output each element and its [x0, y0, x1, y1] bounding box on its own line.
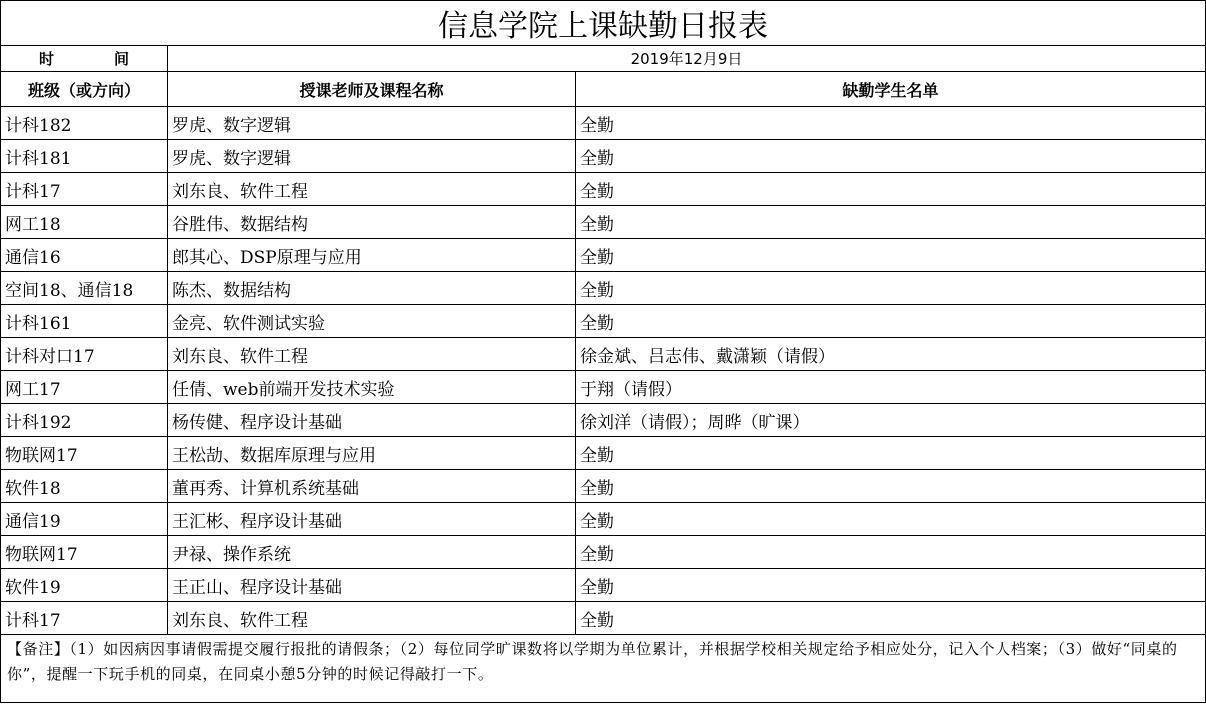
course-cell: 刘东良、软件工程	[168, 338, 576, 370]
class-cell: 网工18	[1, 206, 168, 238]
absent-cell: 全勤	[580, 214, 614, 235]
header-class: 班级（或方向）	[1, 72, 168, 106]
absent-cell: 徐金斌、吕志伟、戴潇颖（请假）	[580, 346, 835, 367]
report-date: 2019年12月9日	[630, 50, 743, 68]
class-cell: 计科17	[1, 173, 168, 205]
absent-cell: 全勤	[580, 247, 614, 268]
absent-cell: 全勤	[580, 544, 614, 565]
table-row	[1, 305, 1205, 338]
table-row	[1, 173, 1205, 206]
header-absent: 缺勤学生名单	[842, 80, 939, 100]
table-row	[1, 206, 1205, 239]
absent-cell: 全勤	[580, 577, 614, 598]
absent-cell: 全勤	[580, 181, 614, 202]
course-cell: 刘东良、软件工程	[168, 173, 576, 205]
table-row	[1, 404, 1205, 437]
table-row	[1, 503, 1205, 536]
class-cell: 计科192	[1, 404, 168, 436]
course-cell: 尹禄、操作系统	[168, 536, 576, 568]
class-cell: 通信19	[1, 503, 168, 535]
absent-cell: 全勤	[580, 445, 614, 466]
class-cell: 软件19	[1, 569, 168, 601]
class-cell: 软件18	[1, 470, 168, 502]
table-row	[1, 569, 1205, 602]
course-cell: 董再秀、计算机系统基础	[168, 470, 576, 502]
table-row	[1, 536, 1205, 569]
course-cell: 刘东良、软件工程	[168, 602, 576, 634]
course-cell: 杨传健、程序设计基础	[168, 404, 576, 436]
table-row	[1, 338, 1205, 371]
absent-cell: 徐刘洋（请假）；周晔（旷课）	[580, 412, 810, 433]
absent-cell: 全勤	[580, 610, 614, 631]
table-row	[1, 437, 1205, 470]
class-cell: 通信16	[1, 239, 168, 271]
class-cell: 计科182	[1, 107, 168, 139]
class-cell: 网工17	[1, 371, 168, 403]
class-cell: 计科对口17	[1, 338, 168, 370]
class-cell: 物联网17	[1, 437, 168, 469]
class-cell: 计科161	[1, 305, 168, 337]
table-row	[1, 470, 1205, 503]
class-cell: 物联网17	[1, 536, 168, 568]
time-label-right: 间	[113, 50, 129, 68]
absent-cell: 全勤	[580, 280, 614, 301]
course-cell: 王松劼、数据库原理与应用	[168, 437, 576, 469]
course-cell: 郎其心、DSP原理与应用	[168, 239, 576, 271]
absent-cell: 全勤	[580, 511, 614, 532]
table-row	[1, 140, 1205, 173]
absent-cell: 全勤	[580, 313, 614, 334]
table-row	[1, 371, 1205, 404]
time-label-left: 时	[39, 50, 55, 68]
report-title: 信息学院上课缺勤日报表	[1, 1, 1205, 46]
header-row	[1, 72, 1205, 107]
header-course: 授课老师及课程名称	[168, 72, 576, 106]
course-cell: 王正山、程序设计基础	[168, 569, 576, 601]
absent-cell: 全勤	[580, 115, 614, 136]
table-row	[1, 239, 1205, 272]
absent-cell: 全勤	[580, 478, 614, 499]
date-row	[1, 46, 1205, 72]
table-row	[1, 272, 1205, 305]
course-cell: 王汇彬、程序设计基础	[168, 503, 576, 535]
class-cell: 空间18、通信18	[1, 272, 168, 304]
course-cell: 陈杰、数据结构	[168, 272, 576, 304]
course-cell: 任倩、web前端开发技术实验	[168, 371, 576, 403]
class-cell: 计科181	[1, 140, 168, 172]
class-cell: 计科17	[1, 602, 168, 634]
absent-cell: 于翔（请假）	[580, 379, 682, 400]
course-cell: 金亮、软件测试实验	[168, 305, 576, 337]
time-label-cell	[1, 46, 168, 71]
remarks-note: 【备注】（1）如因病因事请假需提交履行报批的请假条；（2）每位同学旷课数将以学期为单位累计，并根据学校相关规定给予相应处分，记入个人档案；（3）做好“同桌的你”，提醒一下玩手机的同桌，在同桌小憩5分钟的时候记得敲打一下。	[7, 640, 1178, 683]
course-cell: 罗虎、数字逻辑	[168, 140, 576, 172]
table-row	[1, 107, 1205, 140]
course-cell: 罗虎、数字逻辑	[168, 107, 576, 139]
absent-cell: 全勤	[580, 148, 614, 169]
course-cell: 谷胜伟、数据结构	[168, 206, 576, 238]
